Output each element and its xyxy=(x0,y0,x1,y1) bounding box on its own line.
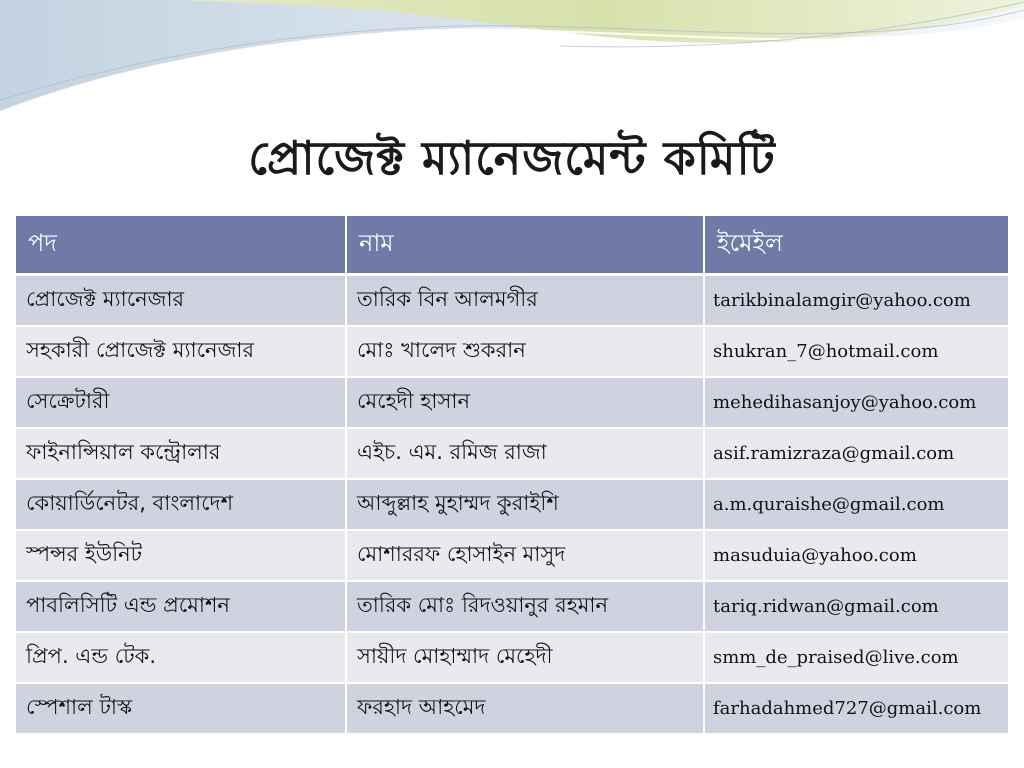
table-row xyxy=(16,275,1008,327)
table-row xyxy=(16,683,1008,734)
email-cell: farhadahmed727@gmail.com xyxy=(704,683,1008,734)
email-cell: tarikbinalamgir@yahoo.com xyxy=(704,275,1008,327)
decorative-swoosh xyxy=(0,0,1024,130)
page-title: প্রোজেক্ট ম্যানেজমেন্ট কমিটি xyxy=(248,131,776,185)
committee-table xyxy=(16,216,1008,735)
table-header-row xyxy=(16,216,1008,275)
email-cell: smm_de_praised@live.com xyxy=(704,632,1008,683)
position-cell: পাবলিসিটি এন্ড প্রমোশন xyxy=(16,581,346,632)
name-cell: এইচ. এম. রমিজ রাজা xyxy=(346,428,704,479)
email-cell: shukran_7@hotmail.com xyxy=(704,326,1008,377)
table-row xyxy=(16,377,1008,428)
position-cell: প্রিপ. এন্ড টেক. xyxy=(16,632,346,683)
name-cell: মোঃ খালেদ শুকরান xyxy=(346,326,704,377)
email-cell: a.m.quraishe@gmail.com xyxy=(704,479,1008,530)
name-cell: মেহেদী হাসান xyxy=(346,377,704,428)
name-cell: ফরহাদ আহমেদ xyxy=(346,683,704,734)
table-row xyxy=(16,326,1008,377)
email-cell: mehedihasanjoy@yahoo.com xyxy=(704,377,1008,428)
email-cell: masuduia@yahoo.com xyxy=(704,530,1008,581)
email-cell: asif.ramizraza@gmail.com xyxy=(704,428,1008,479)
column-header-email: ইমেইল xyxy=(704,216,1008,275)
position-cell: কোয়ার্ডিনেটর, বাংলাদেশ xyxy=(16,479,346,530)
table-row xyxy=(16,632,1008,683)
table-row xyxy=(16,479,1008,530)
table-row xyxy=(16,530,1008,581)
position-cell: ফাইনান্সিয়াল কন্ট্রোলার xyxy=(16,428,346,479)
name-cell: আব্দুল্লাহ মুহাম্মদ কুরাইশি xyxy=(346,479,704,530)
position-cell: স্পেশাল টাস্ক xyxy=(16,683,346,734)
position-cell: প্রোজেক্ট ম্যানেজার xyxy=(16,275,346,327)
position-cell: সহকারী প্রোজেক্ট ম্যানেজার xyxy=(16,326,346,377)
email-cell: tariq.ridwan@gmail.com xyxy=(704,581,1008,632)
column-header-name: নাম xyxy=(346,216,704,275)
position-cell: স্পন্সর ইউনিট xyxy=(16,530,346,581)
table-row xyxy=(16,581,1008,632)
table-row xyxy=(16,428,1008,479)
name-cell: তারিক বিন আলমগীর xyxy=(346,275,704,327)
name-cell: মোশাররফ হোসাইন মাসুদ xyxy=(346,530,704,581)
column-header-position: পদ xyxy=(16,216,346,275)
name-cell: সায়ীদ মোহাম্মাদ মেহেদী xyxy=(346,632,704,683)
position-cell: সেক্রেটারী xyxy=(16,377,346,428)
name-cell: তারিক মোঃ রিদওয়ানুর রহমান xyxy=(346,581,704,632)
